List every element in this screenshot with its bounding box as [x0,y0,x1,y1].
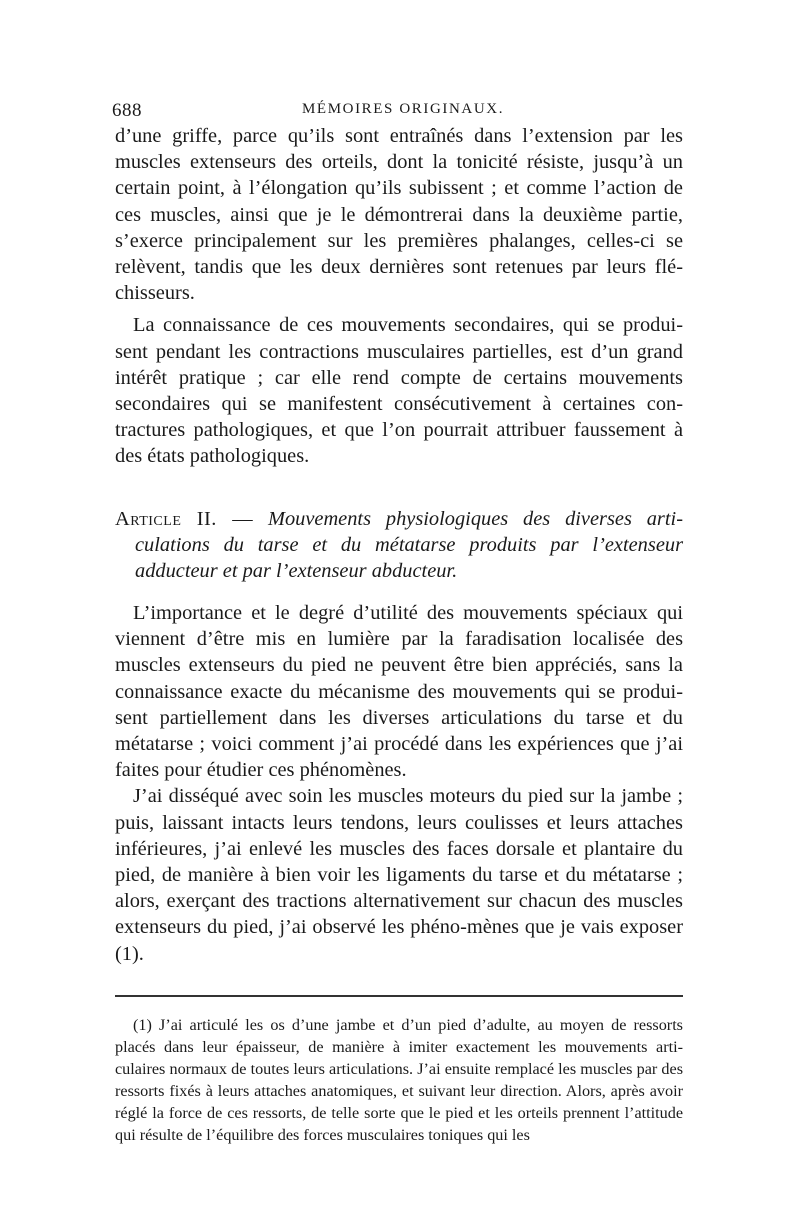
paragraph: La connaissance de ces mouvements secondaires, qui se produi-sent pendant les contractions musculaires partielles, est d’un grand intérêt pratique ; car elle rend compte de certains mouvements secondaires qui se manifestent consécutivement à certaines con-tractures pathologiques, et que l’on pourrait attribuer faussement à des états pathologiques. [115,314,683,468]
body-text [115,123,683,470]
footnote-divider [115,995,683,997]
paragraph: J’ai disséqué avec soin les muscles moteurs du pied sur la jambe ; puis, laissant intacts leurs tendons, leurs coulisses et leurs attaches inférieures, j’ai enlevé les muscles des faces dorsale et plantaire du pied, de manière à bien voir les ligaments du tarse et du métatarse ; alors, exerçant des tractions alternativement sur chacun des muscles extenseurs du pied, j’ai observé les phéno-mènes que je vais exposer (1). [115,785,683,965]
paragraph: d’une griffe, parce qu’ils sont entraînés dans l’extension par les muscles extenseurs des orteils, dont la tonicité résiste, jusqu’à un certain point, à l’élongation qu’ils subissent ; et comme l’action de ces muscles, ainsi que je le démontrerai dans la deuxième partie, s’exerce principalement sur les premières phalanges, celles-ci se relèvent, tandis que les deux dernières sont retenues par leurs flé-chisseurs. [115,125,683,305]
body-text [115,600,683,967]
page-number: 688 [112,100,142,121]
article-label: Article II. — [115,508,254,530]
footnote-text: (1) J’ai articulé les os d’une jambe et d’un pied d’adulte, au moyen de ressorts placés dans leur épaisseur, de manière à imiter exactement les mouvements arti-culaires normaux de toutes leurs articulations. J’ai ensuite remplacé les muscles par des ressorts fixés à leurs attaches anatomiques, et suivant leur direction. Alors, après avoir réglé la force de ces ressorts, de telle sorte que le pied et les orteils prennent l’attitude qui résulte de l’équilibre des forces musculaires toniques qui les [115,1016,683,1144]
running-head: MÉMOIRES ORIGINAUX. [302,101,505,117]
paragraph: L’importance et le degré d’utilité des mouvements spéciaux qui viennent d’être mis en lumière par la faradisation localisée des muscles extenseurs du pied ne peuvent être bien appréciés, sans la connaissance exacte du mécanisme des mouvements qui se produi-sent partiellement dans les diverses articulations du tarse et du métatarse ; voici comment j’ai procédé dans les expériences que j’ai faites pour étudier ces phénomènes. [115,602,683,782]
article-heading [115,506,683,585]
page-header [112,100,682,124]
footnote [115,1015,683,1146]
article-title: Mouvements physiologiques des diverses arti-culations du tarse et du métatarse produits par l’extenseur adducteur et par l’extenseur abducteur. [135,508,683,583]
